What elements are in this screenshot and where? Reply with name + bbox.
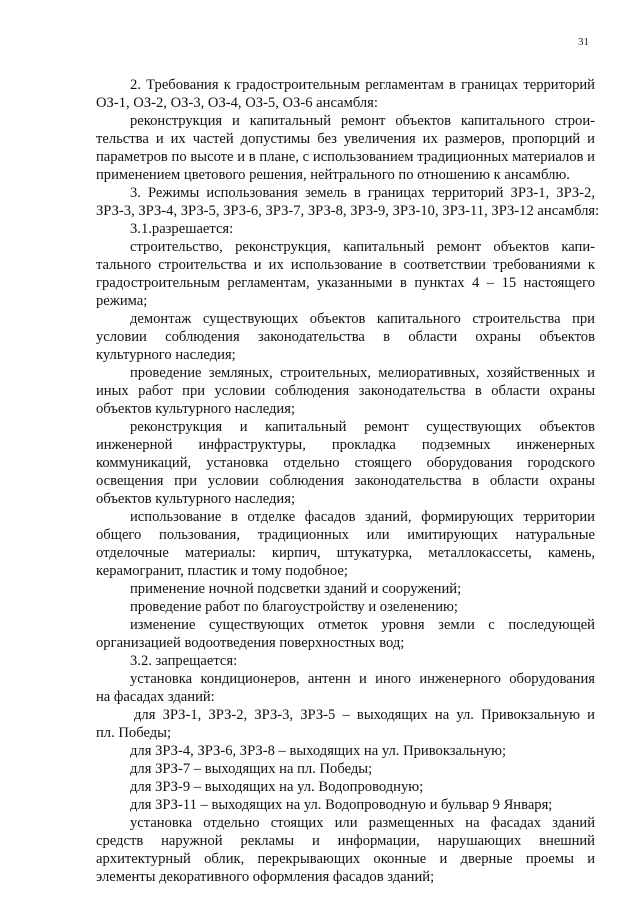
text-line: для ЗРЗ-4, ЗРЗ-6, ЗРЗ-8 – выходящих на ул. Привокзальную; [130, 743, 507, 759]
text-line: иных работ при условии соблюдения законодательства в области охраны [96, 383, 595, 399]
text-line: изменение существующих отметок уровня земли с последующей [130, 617, 595, 633]
text-line: применение ночной подсветки зданий и сооружений; [130, 581, 462, 597]
text-line: объектов культурного наследия; [96, 491, 296, 507]
text-line: 3. Режимы использования земель в границах территорий ЗРЗ-1, ЗРЗ-2, [130, 185, 595, 201]
text-line: пл. Победы; [96, 725, 172, 741]
text-line: для ЗРЗ-11 – выходящих на ул. Водопроводную и бульвар 9 Января; [130, 797, 553, 813]
text-line: тального строительства и их использование в соответствии требованиями к [96, 257, 595, 273]
text-line: коммуникаций, установка отдельно стоящего оборудования городского [96, 455, 595, 471]
text-line: для ЗРЗ-1, ЗРЗ-2, ЗРЗ-3, ЗРЗ-5 – выходящих на ул. Привокзальную и [134, 707, 595, 723]
text-line: объектов культурного наследия; [96, 401, 296, 417]
text-line: режима; [96, 293, 148, 309]
text-line: архитектурный облик, перекрывающих оконные и дверные проемы и [96, 851, 595, 867]
text-line: строительство, реконструкция, капитальный ремонт объектов капи- [130, 239, 595, 255]
text-line: 2. Требования к градостроительным регламентам в границах территорий [130, 77, 595, 93]
text-line: отделочные материалы: кирпич, штукатурка, металлокассеты, камень, [96, 545, 595, 561]
page-number: 31 [578, 36, 589, 48]
text-line: проведение работ по благоустройству и озеленению; [130, 599, 458, 615]
text-line: 3.1.разрешается: [130, 221, 234, 237]
text-line: реконструкция и капитальный ремонт объектов капитального строи- [130, 113, 595, 129]
text-line: применением цветового решения, нейтрального по отношению к ансамблю. [96, 167, 570, 183]
text-line: параметров по высоте и в плане, с использованием традиционных материалов и [96, 149, 595, 165]
text-line: керамогранит, пластик и тому подобное; [96, 563, 348, 579]
text-line: ОЗ-1, ОЗ-2, ОЗ-3, ОЗ-4, ОЗ-5, ОЗ-6 ансамбля: [96, 95, 378, 111]
text-line: условии соблюдения законодательства в области охраны объектов [96, 329, 595, 345]
text-line: установка отдельно стоящих или размещенных на фасадах зданий [130, 815, 595, 831]
text-line: установка кондиционеров, антенн и иного инженерного оборудования [130, 671, 595, 687]
text-line: градостроительным регламентам, указанными в пунктах 4 – 15 настоящего [96, 275, 595, 291]
text-line: для ЗРЗ-9 – выходящих на ул. Водопроводную; [130, 779, 424, 795]
text-line: средств наружной рекламы и информации, нарушающих внешний [96, 833, 595, 849]
text-line: общего пользования, традиционных или имитирующих натуральные [96, 527, 595, 543]
text-line: освещения при условии соблюдения законодательства в области охраны [96, 473, 595, 489]
text-line: элементы декоративного оформления фасадов зданий; [96, 869, 435, 885]
text-line: культурного наследия; [96, 347, 236, 363]
text-line: на фасадах зданий: [96, 689, 215, 705]
text-line: использование в отделке фасадов зданий, формирующих территории [130, 509, 595, 525]
text-line: ЗРЗ-3, ЗРЗ-4, ЗРЗ-5, ЗРЗ-6, ЗРЗ-7, ЗРЗ-8, ЗРЗ-9, ЗРЗ-10, ЗРЗ-11, ЗРЗ-12 ансамбля: [96, 203, 600, 219]
text-line: 3.2. запрещается: [130, 653, 238, 669]
text-line: для ЗРЗ-7 – выходящих на пл. Победы; [130, 761, 373, 777]
text-line: демонтаж существующих объектов капитального строительства при [130, 311, 595, 327]
text-line: инженерной инфраструктуры, прокладка подземных инженерных [96, 437, 595, 453]
text-line: реконструкция и капитальный ремонт существующих объектов [130, 419, 595, 435]
text-line: тельства и их частей допустимы без увеличения их размеров, пропорций и [96, 131, 595, 147]
text-line: организацией водоотведения поверхностных вод; [96, 635, 405, 651]
text-line: проведение земляных, строительных, мелиоративных, хозяйственных и [130, 365, 595, 381]
